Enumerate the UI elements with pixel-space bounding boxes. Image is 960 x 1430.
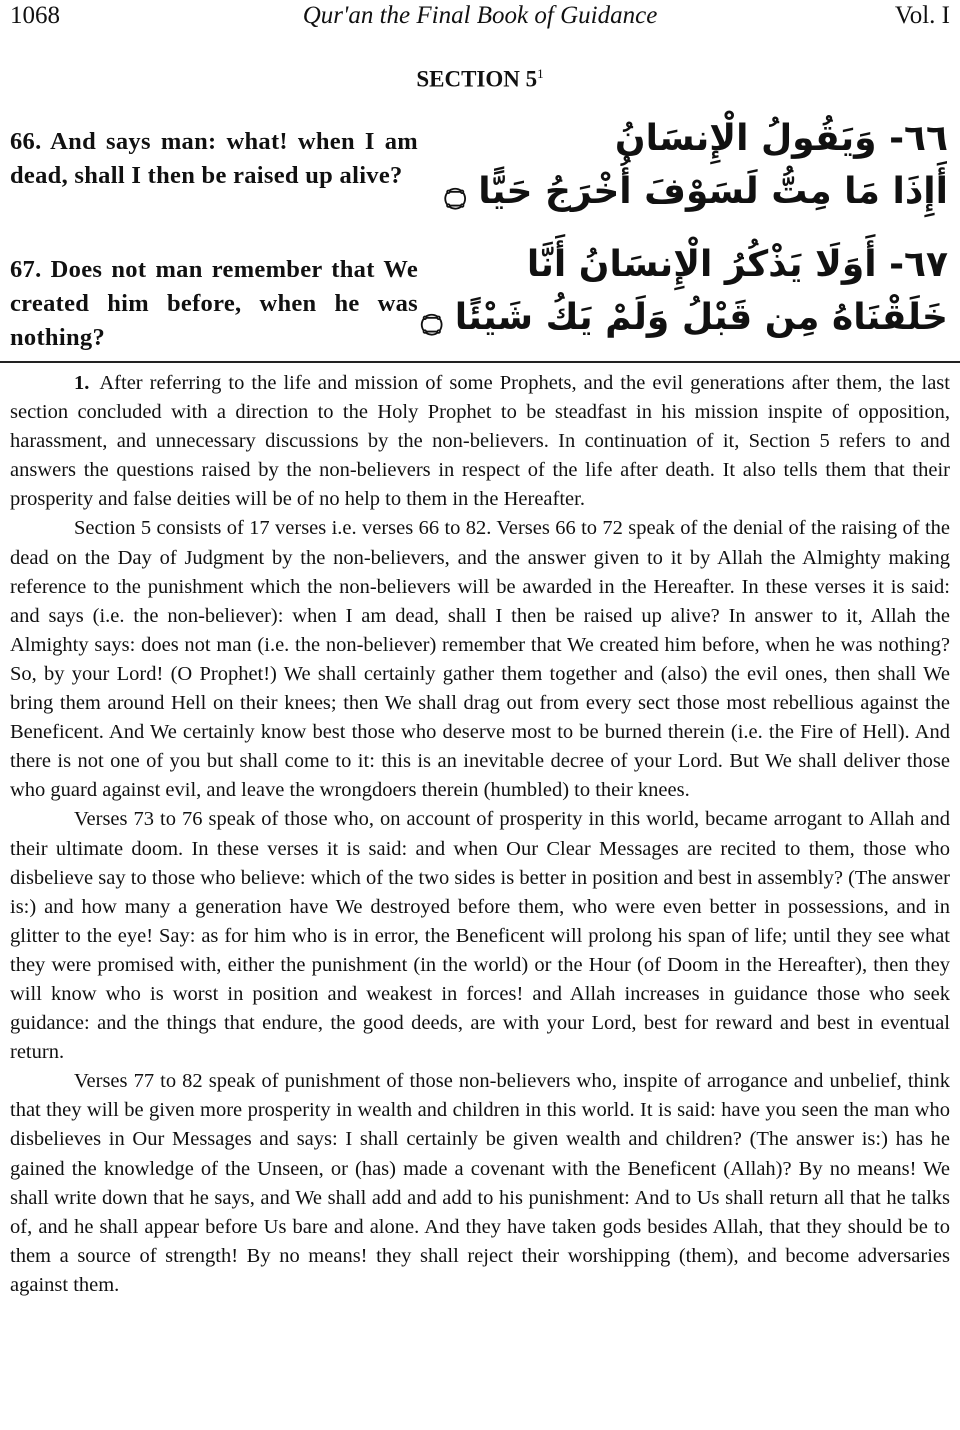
- commentary-paragraph-2: Section 5 consists of 17 verses i.e. verses 66 to 82. Verses 66 to 72 speak of the denial of the raising of the dead on the Day of Judgment by the non-believers, and the answer given to it by Allah the Almighty making reference to the punishment which the non-believers will be awarded in the Hereafter. In these verses it is said: and says (i.e. the non-believer): when I am dead, shall I then be raised up alive? In answer to it, Allah the Almighty says: does not man (i.e. the non-believer) remember that We created him before, when he was nothing? So, by your Lord! (O Prophet!) We shall certainly gather them together and (also) the evil ones, then shall We bring them around Hell on their knees; then We shall drag out from every sect those most rebellious against the Beneficent. And We certainly know best those who deserve most to be burned therein (i.e. the Fire of Hell). And there is not one of you but shall come to it: this is an inevitable decree of your Lord. But We shall deliver those who guard against evil, and leave the wrongdoers therein (humbled) to their knees.: [10, 517, 950, 802]
- section-footnote-marker: 1: [537, 66, 544, 81]
- page-number: 1068: [10, 2, 60, 29]
- commentary-paragraph-4: Verses 77 to 82 speak of punishment of those non-believers who, inspite of arrogance and unbelief, think that they will be given more prosperity in wealth and children in this world. It is said: have you seen the man who disbelieves in Our Messages and says: I shall certainly be given wealth and children? (The answer is:) has he gained the knowledge of the Unseen, or (has) made a covenant with the Beneficent (Allah)? By no means! We shall write down that he says, and We shall add and add to his punishment: And to Us shall return all that he talks of, and he shall appear before Us bare and alone. And they have taken gods besides Allah, that they should be to them a source of strength! By no means! they shall reject their worshipping (them), and become adversaries against them.: [10, 1070, 950, 1296]
- commentary-paragraph-3: Verses 73 to 76 speak of those who, on account of prosperity in this world, became arrogant to Allah and their ultimate doom. In these verses it is said: and when Our Clear Messages are recited to them, those who disbelieve say to those who believe: which of the two sides is better in position and best in assembly? (The answer is:) and how many a generation have We destroyed before them, who were even better in possessions, and in glitter to the eye! Say: as for him who is in error, the Beneficent will prolong his span of life; until they see what they were promised with, either the punishment (in the world) or the Hour (of Doom in the Hereafter), then they will know who is worst in position and weakest in forces! and Allah increases in guidance those who seek guidance: and the things that endure, the good deeds, are with your Lord, best for reward and best in eventual return.: [10, 808, 950, 1064]
- verse-67-arabic: [421, 238, 948, 344]
- verse-66-arabic-line-1: ٦٦- وَيَقُولُ الْإِنسَانُ: [614, 118, 948, 159]
- verse-67-arabic-line-1: ٦٧- أَوَلَا يَذْكُرُ الْإِنسَانُ أَنَّا: [526, 244, 948, 285]
- section-divider: [0, 361, 960, 363]
- section-heading: [0, 66, 960, 93]
- section-title-text: SECTION 5: [416, 66, 538, 92]
- commentary-paragraph-1-text: After referring to the life and mission of some Prophets, and the evil generations after them, the last section concluded with a direction to the Holy Prophet to be steadfast in his mission inspite of opposition, harassment, and unnecessary discussions by the non-believers. In continuation of it, Section 5 refers to and answers the questions raised by the non-believers in respect of the life after death. It also tells them that their prosperity and false deities will be of no help to them in the Hereafter.: [10, 372, 950, 511]
- verse-66-arabic-line-2: أَإِذَا مَا مِتُّ لَسَوْفَ أُخْرَجُ حَيًّا ۝: [444, 171, 948, 212]
- verse-67-arabic-line-2: خَلَقْنَاهُ مِن قَبْلُ وَلَمْ يَكُ شَيْئًا ۝: [421, 297, 948, 338]
- commentary-paragraph-1: [10, 369, 950, 514]
- verse-66-translation: 66. And says man: what! when I am dead, shall I then be raised up alive?: [10, 128, 418, 189]
- verse-67-translation: 67. Does not man remember that We created him before, when he was nothing?: [10, 256, 418, 351]
- running-header: [10, 2, 950, 36]
- footnote-number: 1.: [74, 372, 90, 394]
- book-title: Qur'an the Final Book of Guidance: [302, 2, 658, 29]
- commentary: [10, 369, 950, 1300]
- verse-66-arabic: [433, 112, 948, 218]
- volume-label: Vol. I: [894, 2, 950, 29]
